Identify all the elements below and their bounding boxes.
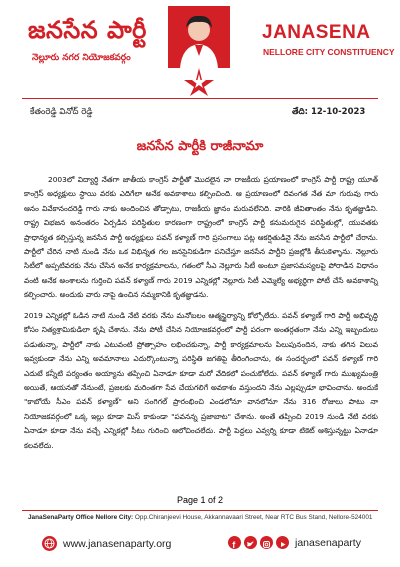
facebook-icon[interactable] [228, 536, 241, 549]
svg-text:f: f [232, 540, 236, 550]
website-link[interactable]: www.janasenaparty.org [63, 537, 172, 550]
office-address [28, 514, 372, 521]
twitter-icon[interactable] [244, 536, 257, 549]
social-block [228, 536, 361, 549]
janasena-star-logo-icon [168, 6, 230, 96]
constituency-telugu: నెల్లూరు నగర నియోజకవర్గం [32, 53, 131, 63]
body-paragraph-2: 2019 ఎన్నికల్లో ఓడిన నాటి నుండి నేటి వరకు నేను మనోబలం ఆత్మస్థైర్యాన్ని కోల్పోలేదు. పవన్ కళ్యాణ్ గారి పార్టీ అభివృద్ధి కోసం నిత్యశ్రామికుడిలా కృషి చేశాను. నేను పోటీ చేసిన నియోజకవర్గంలో పార్టీ పరంగా అంతర్గతంగా నేను ఎన్ని ఇబ్బందులు పడుతున్నా, పార్టీలో నాకు ఎటువంటి ప్రోత్సాహం లభించకున్నా, పార్టీ కార్యక్రమాలను పిలుపునందిన, నాకు తగిన విలువ ఇవ్వకుండా నేను ఎన్ని అవమానాలు ఎదుర్కొంటున్నా పరిస్థితి జగతిపై తీరింగించాను, ఈ సందర్భంలో పవన్ కళ్యాణ్ గారి ఎదుటే కన్నీటి పర్యంతం అయ్యాను తప్పించి ఏనాడూ కూడా మరో వేదికలో పంచుకోలేదు. పవన్ కళ్యాణ్ గారు ముఖ్యమంత్రి అయితే, ఆయనతో నేనుంటే, ప్రజలకు మరింతగా సేవ చేయగలిగే అవకాశం వస్తుందని నేను ఎల్లప్పుడూ భావించాను. అందుకే "కాబోయే సీఎం పవన్ కళ్యాణ్" అని సంగిగల్ ప్రారంభించి ఎండలోనూ వానలోనూ నేను 316 రోజులు పాటు నా నియోజకవర్గంలో ఒక్క ఇల్లు కూడా మిస్ కాకుండా "పవనన్న ప్రజాబాట" చేశాను. అంతే తప్పించి 2019 నుండి నేటి వరకు ఏనాడూ కూడా నేను వచ్చే ఎన్నికల్లో సీటు గురించి ఆలోచించలేదు. పార్టీ పెద్దలు ఎవ్వర్ని కూడా టికెట్ ఆశిస్తున్నట్టు ఏనాడూ కలవలేదు. [24, 311, 378, 450]
page-number: Page 1 of 2 [176, 495, 224, 505]
youtube-icon[interactable] [276, 536, 289, 549]
letter-title: జనసేన పార్టీకి రాజీనామా [136, 139, 264, 154]
office-label: JanaSenaParty Office Nellore City: [28, 514, 134, 521]
body-paragraph-1: 2003లో విద్యార్థి నేతగా జాతీయ కాంగ్రెస్ పార్టీతో మొదలైన నా రాజకీయ ప్రయాణంలో కాంగ్రెస్ పార్టీ రాష్ట్ర యూత్ కాంగ్రెస్ అధ్యక్షులు స్థాయి వరకు ఎదిగేలా అనేక అవకాశాలు కల్పించింది. ఆ ప్రయాణంలో దివంగత నేత మా గురువు గారు ఆనం వివేకానందరెడ్డి గారు నాకు అందించిన తోడ్పాటు, రాజకీయ జ్ఞానం మరువలేనిది. వారికి జీవితాంతం నేను కృతజ్ఞుడిని. రాష్ట్ర విభజన అనంతరం ఏర్పడిన పరిస్థితుల కారణంగా రాష్ట్రంలో కాంగ్రెస్ పార్టీ కనుమరుగైన పరిస్థితుల్లో, యువతకు ప్రాధాన్యత కల్పిస్తున్న జనసేన పార్టీ అధ్యక్షులు పవన్ కళ్యాణ్ గారి ప్రసంగాలు పట్ల ఆకర్షితుడినై నేను జనసేన పార్టీలో చేరాను. పార్టీలో చేరిన నాటి నుండి నేను ఒక విభిన్నత గల జనసైనికుడిగా పనిచేస్తూ జనసేన పార్టీని ప్రజల్లోకి తీసుకెళ్ళాను. నెల్లూరు సిటీలో అప్పటివరకు నేను చేసిన అనేక కార్యక్రమాలను, గతంలో సీఎ నెల్లూరు సిటీ అంటూ ప్రజాసమస్యలపై పోరాడిన విధానం వంటి అనేక అంశాలను గుర్తించి పవన్ కళ్యాణ్ గారు 2019 ఎన్నికల్లో నెల్లూరు సిటీ ఎమ్మెల్యే అభ్యర్థిగా పోటీ చేసే అవకాశాన్ని కల్పించారు. అందుకు వారు నాపై ఉంచిన నమ్మకానికి కృతజ్ఞుడను. [24, 175, 378, 300]
footer-divider [22, 510, 378, 511]
globe-icon [42, 536, 57, 551]
header-divider [22, 98, 378, 99]
letter-date: తేది: 12-10-2023 [292, 107, 366, 117]
instagram-icon[interactable] [260, 536, 273, 549]
address-text: Opp.Chiranjeevi House, Akkannavaari Street, Near RTC Bus Stand, Nellore-524001 [134, 514, 373, 521]
author-name: కేతంరెడ్డి వినోద్ రెడ్డి [30, 107, 93, 117]
letterhead [0, 0, 400, 100]
social-handle[interactable]: janasenaparty [295, 536, 361, 549]
website-block [42, 536, 171, 551]
party-name-english: JANASENA [262, 22, 371, 43]
constituency-english: NELLORE CITY CONSTITUENCY [263, 47, 395, 57]
party-name-telugu: జనసేన పార్టీ [28, 16, 147, 44]
